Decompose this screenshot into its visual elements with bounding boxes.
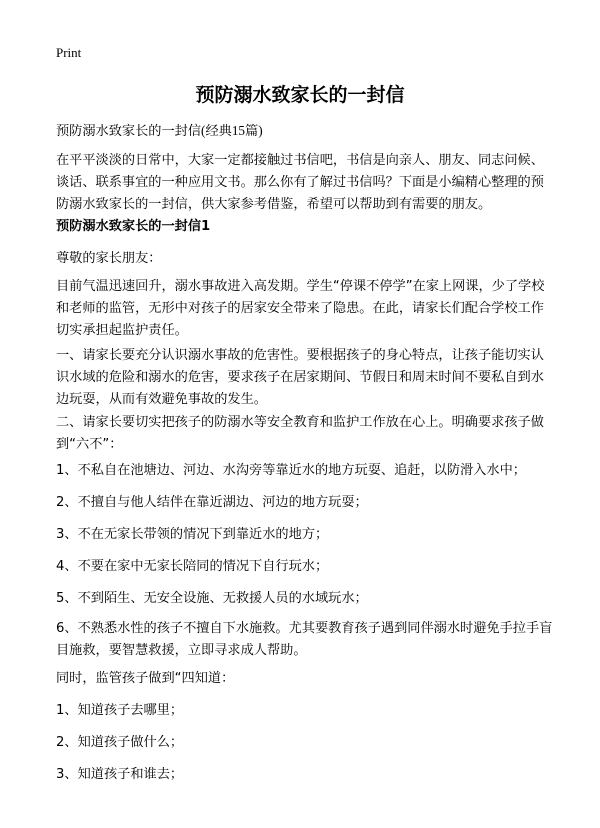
rule-item: 4、不要在家中无家长陪同的情况下自行玩水；	[56, 559, 329, 574]
intro-paragraph: 在平平淡淡的日常中，大家一定都接触过书信吧，书信是向亲人、朋友、同志问候、谈话、联系事宜的一种应用文书。那么你有了解过书信吗？下面是小编精心整理的预防溺水致家长的一封信，供大家参考借鉴，希望可以帮助到有需要的朋友。	[56, 153, 544, 212]
body-paragraph: 一、请家长要充分认识溺水事故的危害性。要根据孩子的身心特点，让孩子能切实认识水域的危险和溺水的危害，要求孩子在居家期间、节假日和周末时间不要私自到水边玩耍，从而有效避免事故的发生。	[56, 348, 544, 407]
know-item: 3、知道孩子和谁去；	[56, 767, 184, 782]
section-heading: 预防溺水致家长的一封信1	[56, 219, 211, 234]
page-title: 预防溺水致家长的一封信	[195, 84, 405, 106]
greeting: 尊敬的家长朋友：	[56, 251, 162, 266]
rule-item: 5、不到陌生、无安全设施、无救援人员的水域玩水；	[56, 591, 368, 606]
rule-item: 1、不私自在池塘边、河边、水沟旁等靠近水的地方玩耍、追赶，以防滑入水中；	[56, 463, 526, 478]
four-know-intro: 同时，监管孩子做到“四知道：	[56, 671, 235, 686]
rule-item: 3、不在无家长带领的情况下到靠近水的地方；	[56, 527, 329, 542]
print-link[interactable]: Print	[56, 45, 82, 60]
know-item: 1、知道孩子去哪里；	[56, 703, 184, 718]
subtitle: 预防溺水致家长的一封信(经典15篇)	[56, 123, 263, 138]
rule-item: 6、不熟悉水性的孩子不擅自下水施救。尤其要教育孩子遇到同伴溺水时避免手拉手盲目施救，要智慧救援，立即寻求成人帮助。	[56, 621, 553, 658]
rule-item: 2、不擅自与他人结伴在靠近湖边、河边的地方玩耍；	[56, 495, 368, 510]
know-item: 2、知道孩子做什么；	[56, 735, 184, 750]
body-paragraph: 二、请家长要切实把孩子的防溺水等安全教育和监护工作放在心上。明确要求孩子做到“六不”：	[56, 415, 544, 452]
body-paragraph: 目前气温迅速回升，溺水事故进入高发期。学生“停课不停学”在家上网课，少了学校和老师的监管，无形中对孩子的居家安全带来了隐患。在此，请家长们配合学校工作切实承担起监护责任。	[56, 279, 545, 338]
